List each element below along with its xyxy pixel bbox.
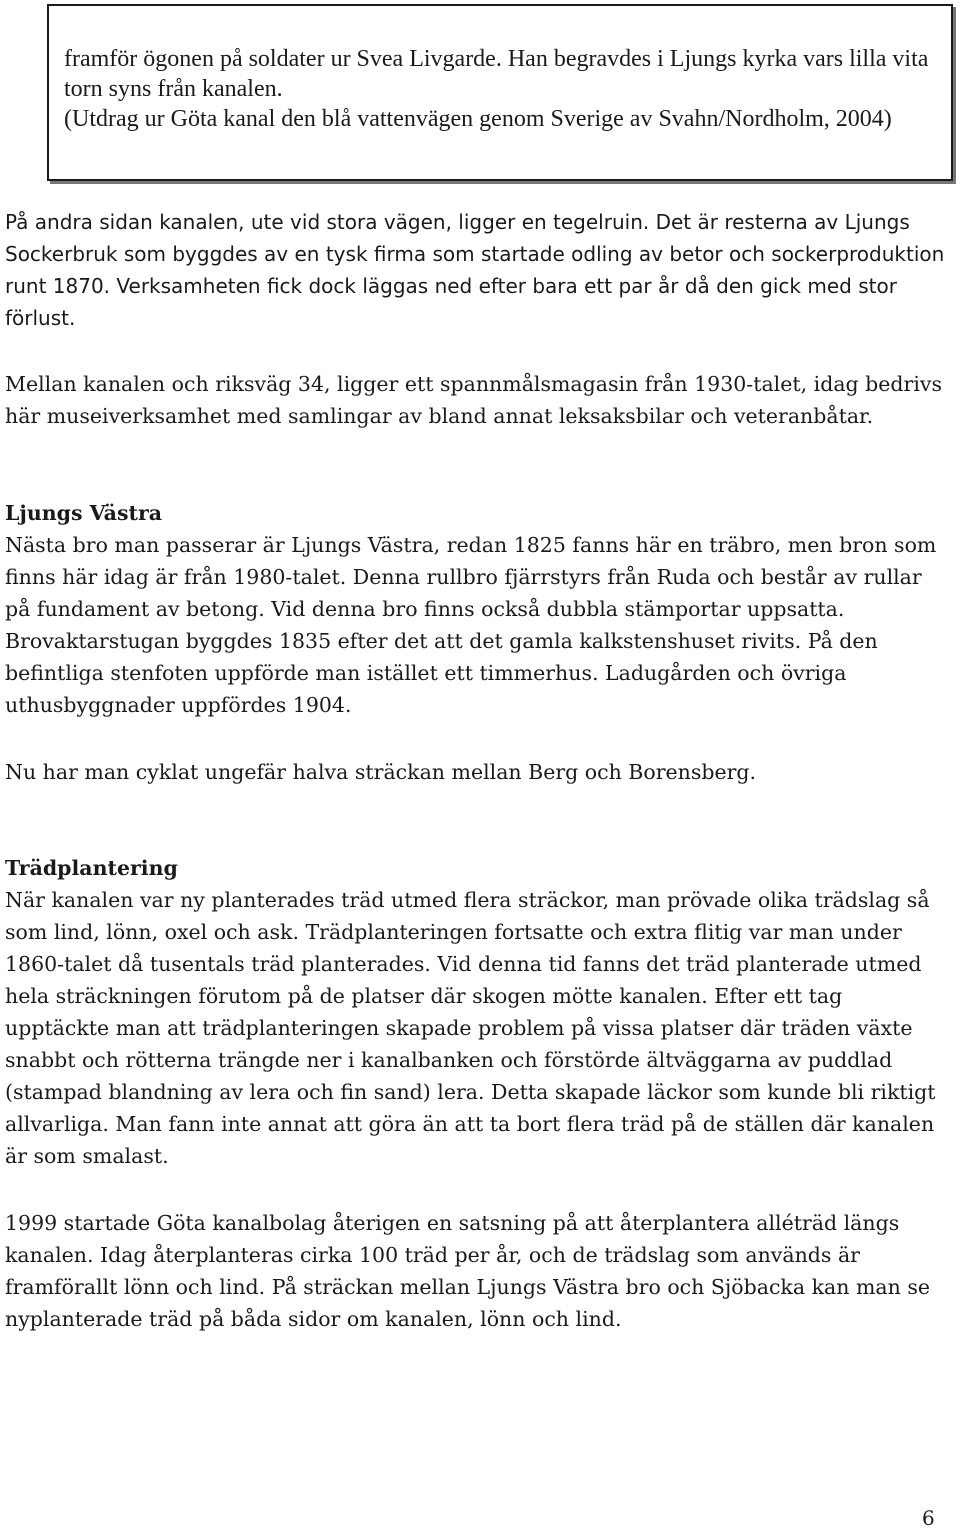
quote-box (47, 4, 953, 181)
section-ljungs-vastra (5, 497, 945, 721)
section-heading-tradplantering: Trädplantering (5, 856, 178, 880)
paragraph-ljungs-vastra: Nästa bro man passerar är Ljungs Västra, redan 1825 fanns här en träbro, men bron som finns här idag är från 1980-talet. Denna rullbro fjärrstyrs från Ruda och består av rullar på fundament av betong. Vid denna bro finns också dubbla stämportar uppsatta. Brovaktarstugan byggdes 1835 efter det att det gamla kalkstenshuset rivits. På den befintliga stenfoten uppförde man istället ett timmerhus. Ladugården och övriga uthusbyggnader uppfördes 1904. (5, 533, 937, 717)
section-heading-ljungs-vastra: Ljungs Västra (5, 501, 163, 525)
paragraph-aterplantering: 1999 startade Göta kanalbolag återigen en satsning på att återplantera alléträd längs kanalen. Idag återplanteras cirka 100 träd per år, och de trädslag som används är framförallt lönn och lind. På sträckan mellan Ljungs Västra bro och Sjöbacka kan man se nyplanterade träd på båda sidor om kanalen, lönn och lind. (5, 1211, 930, 1331)
quote-text: framför ögonen på soldater ur Svea Livgarde. Han begravdes i Ljungs kyrka vars lilla vita torn syns från kanalen. (64, 46, 929, 102)
quote-source: (Utdrag ur Göta kanal den blå vattenvägen genom Sverige av Svahn/Nordholm, 2004) (64, 106, 892, 132)
paragraph-spannmalsmagasin: Mellan kanalen och riksväg 34, ligger ett spannmålsmagasin från 1930-talet, idag bedrivs här museiverksamhet med samlingar av bland annat leksaksbilar och veteranbåtar. (5, 372, 943, 428)
section-tradplantering (5, 852, 945, 1172)
paragraph-tradplantering: När kanalen var ny planterades träd utmed flera sträckor, man prövade olika trädslag så som lind, lönn, oxel och ask. Trädplanteringen fortsatte och extra flitig var man under 1860-talet då tusentals träd planterades. Vid denna tid fanns det träd planterade utmed hela sträckningen förutom på de platser där skogen mötte kanalen. Efter ett tag upptäckte man att trädplanteringen skapade problem på vissa platser där träden växte snabbt och rötterna trängde ner i kanalbanken och förstörde ältväggarna av puddlad (stampad blandning av lera och fin sand) lera. Detta skapade läckor som kunde bli riktigt allvarliga. Man fann inte annat att göra än att ta bort flera träd på de ställen där kanalen är som smalast. (5, 888, 936, 1168)
paragraph-halva-strackan: Nu har man cyklat ungefär halva sträckan mellan Berg och Borensberg. (5, 760, 757, 784)
paragraph-sockerbruk: På andra sidan kanalen, ute vid stora vägen, ligger en tegelruin. Det är resterna av Ljungs Sockerbruk som byggdes av en tysk firma som startade odling av betor och sockerproduktion runt 1870. Verksamheten fick dock läggas ned efter bara ett par år då den gick med stor förlust. (5, 210, 945, 330)
page-number: 6 (922, 1506, 935, 1530)
